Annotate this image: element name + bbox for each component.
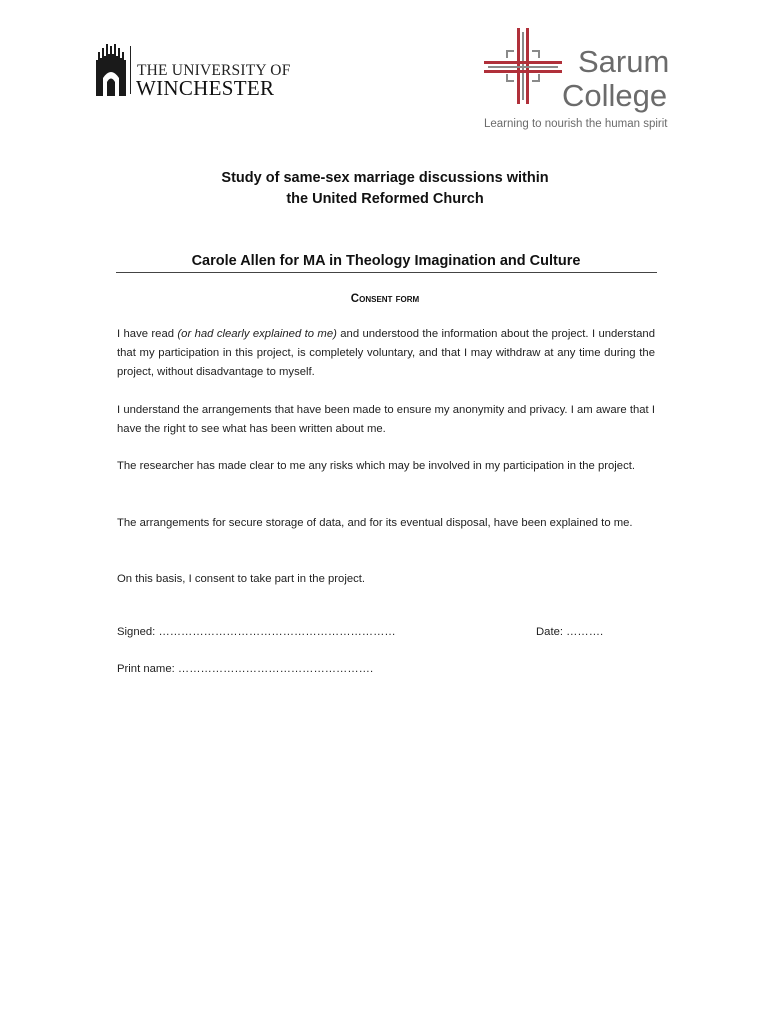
study-title xyxy=(0,168,770,210)
heading-underline xyxy=(116,272,657,273)
paragraph-1-start: I have read xyxy=(117,328,178,340)
paragraph-1-italic: (or had clearly explained to me) xyxy=(177,328,337,340)
winchester-logo-line2: WINCHESTER xyxy=(136,76,275,100)
university-of-winchester-logo xyxy=(94,42,291,100)
paragraph-read-and-understood xyxy=(117,325,655,382)
logo-divider xyxy=(130,46,131,94)
cathedral-crest-icon xyxy=(94,42,134,96)
print-name-field[interactable]: Print name: ……………………………………………. xyxy=(117,663,374,675)
paragraph-anonymity: I understand the arrangements that have been made to ensure my anonymity and privacy. I am aware that I have the right to see what has been written about me. xyxy=(117,404,655,435)
paragraph-risks: The researcher has made clear to me any risks which may be involved in my participation in the project. xyxy=(117,460,636,472)
sarum-logo-name-line2: College xyxy=(562,78,668,113)
sarum-cross-icon xyxy=(484,28,562,104)
study-title-line1: Study of same-sex marriage discussions within xyxy=(221,170,549,186)
paragraph-data-storage: The arrangements for secure storage of data, and for its eventual disposal, have been explained to me. xyxy=(117,517,633,529)
consent-form-title: Consent form xyxy=(350,293,420,305)
sarum-logo-tagline: Learning to nourish the human spirit xyxy=(484,118,668,130)
researcher-heading: Carole Allen for MA in Theology Imagination and Culture xyxy=(191,253,581,269)
sarum-college-logo xyxy=(482,26,692,136)
sarum-logo-name-line1: Sarum xyxy=(578,44,670,79)
study-title-line2: the United Reformed Church xyxy=(286,191,484,207)
paragraph-consent: On this basis, I consent to take part in the project. xyxy=(117,573,366,585)
date-field[interactable]: Date: ………. xyxy=(536,626,604,638)
winchester-logo-line1: THE UNIVERSITY OF xyxy=(137,62,291,79)
paragraph-1-end: and understood the information about the project. I understand that my participation in this project, is completely voluntary, and that I may withdraw at any time during the project, without disadvantage to myself. xyxy=(117,328,655,378)
signed-field[interactable]: Signed: ……………………………………………………… xyxy=(117,626,396,638)
